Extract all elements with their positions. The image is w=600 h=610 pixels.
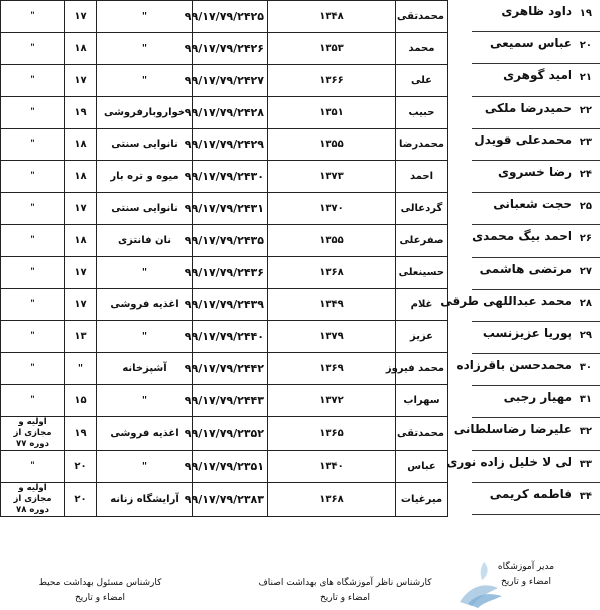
job-cell: " [97,1,193,33]
job-cell: نان فانتزی [97,225,193,257]
name-row [458,97,600,129]
full-name: پوریا عزیزنسب [482,325,572,340]
row-number: ۳۰ [579,362,592,374]
full-name: لی لا خلیل زاده نوری [446,454,572,469]
job-cell: " [97,33,193,65]
license-number-cell: ۹۹/۱۷/۷۹/۲۳۸۳ [193,483,268,517]
age-cell: ۱۷ [65,65,97,97]
name-row [458,129,600,161]
row-number: ۲۰ [579,40,592,52]
name-row [458,386,600,418]
name-row [440,290,600,322]
note-cell: اولیه و مجازی از دوره ۷۸ [1,483,65,517]
note-cell: " [1,257,65,289]
note-cell: " [1,193,65,225]
note-cell: " [1,385,65,417]
row-number: ۲۴ [579,168,592,180]
full-name: علیرضا رضاسلطانی [453,422,572,437]
license-number-cell: ۹۹/۱۷/۷۹/۲۴۴۰ [193,321,268,353]
age-cell: " [65,353,97,385]
table-row [1,225,506,257]
note-cell: " [1,225,65,257]
name-row [458,161,600,193]
note-cell: " [1,33,65,65]
row-number: ۲۶ [579,233,592,245]
father-cell: محمدتقی [396,417,448,451]
full-name: محمدحسن باقرزاده [456,358,572,373]
license-number-cell: ۹۹/۱۷/۷۹/۲۴۳۵ [193,225,268,257]
name-row [458,322,600,354]
table-row [1,385,506,417]
table-row [1,289,506,321]
job-cell: نانوایی سنتی [97,129,193,161]
row-number: ۲۳ [579,136,592,148]
name-row [458,354,600,386]
manager-signature [476,560,576,590]
note-cell: " [1,161,65,193]
father-cell: عزیز [396,321,448,353]
env-health-signature [20,576,180,606]
birth-year-cell: ۱۳۶۸ [268,483,396,517]
name-row [458,483,600,515]
env-health-sign-label: امضاء و تاریخ [74,593,126,603]
full-name: مهیار رجبی [503,390,572,405]
age-cell: ۱۳ [65,321,97,353]
note-cell: " [1,65,65,97]
license-number-cell: ۹۹/۱۷/۷۹/۲۳۵۱ [193,451,268,483]
note-cell: " [1,451,65,483]
father-cell: حسینعلی [396,257,448,289]
name-row [458,0,600,32]
row-number: ۲۹ [579,329,592,341]
row-number: ۲۱ [579,72,592,84]
row-number: ۲۲ [579,104,592,116]
father-cell: علی [396,65,448,97]
birth-year-cell: ۱۳۷۳ [268,161,396,193]
full-name: داود ظاهری [501,4,572,18]
supervisor-signature [240,576,450,606]
row-number: ۲۵ [579,201,592,213]
birth-year-cell: ۱۳۶۸ [268,257,396,289]
job-cell: اغذیه فروشی [97,417,193,451]
name-row [458,64,600,96]
license-number-cell: ۹۹/۱۷/۷۹/۲۴۴۲ [193,353,268,385]
age-cell: ۱۷ [65,257,97,289]
table-row [1,483,506,517]
note-cell: " [1,97,65,129]
job-cell: " [97,321,193,353]
license-number-cell: ۹۹/۱۷/۷۹/۲۴۲۵ [193,1,268,33]
full-name: حمیدرضا ملکی [484,100,572,115]
father-cell: سهراب [396,385,448,417]
father-cell: گردعالی [396,193,448,225]
job-cell: نانوایی سنتی [97,193,193,225]
table-row [1,321,506,353]
age-cell: ۱۸ [65,129,97,161]
birth-year-cell: ۱۳۴۹ [268,289,396,321]
job-cell: آشپزخانه [97,353,193,385]
supervisor-sign-label: امضاء و تاریخ [319,593,371,603]
row-number: ۳۴ [579,490,592,502]
full-name: مرتضی هاشمی [479,261,572,276]
full-name: احمد بیگ محمدی [472,229,572,244]
age-cell: ۱۷ [65,1,97,33]
birth-year-cell: ۱۳۵۵ [268,225,396,257]
birth-year-cell: ۱۳۴۸ [268,1,396,33]
full-name: امید گوهری [503,68,572,83]
license-number-cell: ۹۹/۱۷/۷۹/۲۴۲۸ [193,97,268,129]
table-row [1,193,506,225]
father-cell: صفرعلی [396,225,448,257]
father-cell: محمدرضا [396,129,448,161]
license-number-cell: ۹۹/۱۷/۷۹/۲۴۳۰ [193,161,268,193]
job-cell: " [97,385,193,417]
full-name: حجت شعبانی [493,197,572,212]
job-cell: " [97,65,193,97]
birth-year-cell: ۱۳۵۳ [268,33,396,65]
age-cell: ۱۸ [65,225,97,257]
name-row [458,32,600,64]
table-row [1,33,506,65]
birth-year-cell: ۱۳۷۲ [268,385,396,417]
birth-year-cell: ۱۳۶۶ [268,65,396,97]
job-cell: " [97,451,193,483]
birth-year-cell: ۱۳۵۱ [268,97,396,129]
father-cell: محمد [396,33,448,65]
full-name: محمد عبداللهی طرقی [440,293,572,308]
age-cell: ۱۹ [65,97,97,129]
father-cell: حبیب [396,97,448,129]
birth-year-cell: ۱۳۷۹ [268,321,396,353]
job-cell: میوه و تره بار [97,161,193,193]
table-row [1,1,506,33]
job-cell: " [97,257,193,289]
name-row [458,258,600,290]
row-number: ۳۳ [579,458,592,470]
row-number: ۳۲ [579,426,592,438]
signature-footer [0,548,600,610]
row-divider [472,514,600,515]
age-cell: ۱۷ [65,193,97,225]
birth-year-cell: ۱۳۵۵ [268,129,396,161]
name-column [440,0,600,515]
table-row [1,129,506,161]
license-number-cell: ۹۹/۱۷/۷۹/۲۴۳۹ [193,289,268,321]
table-row [1,417,506,451]
manager-sign-label: امضاء و تاریخ [500,577,552,587]
row-number: ۲۷ [579,265,592,277]
job-cell: آرایشگاه زنانه [97,483,193,517]
note-cell: " [1,129,65,161]
name-row [453,418,600,450]
age-cell: ۲۰ [65,483,97,517]
birth-year-cell: ۱۳۴۰ [268,451,396,483]
job-cell: اغذیه فروشی [97,289,193,321]
supervisor-title: کارشناس ناظر آموزشگاه های بهداشت اصناف [258,578,432,588]
name-row [458,225,600,257]
age-cell: ۲۰ [65,451,97,483]
full-name: فاطمه کریمی [489,486,572,501]
note-cell: " [1,353,65,385]
note-cell: " [1,1,65,33]
row-number: ۲۸ [579,297,592,309]
env-health-title: کارشناس مسئول بهداشت محیط [38,578,162,588]
license-number-cell: ۹۹/۱۷/۷۹/۲۴۲۹ [193,129,268,161]
license-number-cell: ۹۹/۱۷/۷۹/۲۴۳۶ [193,257,268,289]
age-cell: ۱۸ [65,33,97,65]
father-cell: عباس [396,451,448,483]
row-number: ۳۱ [579,394,592,406]
manager-title: مدیر آموزشگاه [497,562,555,572]
full-name: رضا خسروی [498,164,572,179]
license-number-cell: ۹۹/۱۷/۷۹/۲۴۲۶ [193,33,268,65]
father-cell: غلام [396,289,448,321]
age-cell: ۱۵ [65,385,97,417]
birth-year-cell: ۱۳۷۰ [268,193,396,225]
father-cell: محمدتقی [396,1,448,33]
note-cell: " [1,289,65,321]
father-cell: میرغیات [396,483,448,517]
note-cell: اولیه و مجازی از دوره ۷۷ [1,417,65,451]
age-cell: ۱۸ [65,161,97,193]
table-row [1,257,506,289]
father-cell: محمد فیروز [396,353,448,385]
age-cell: ۱۹ [65,417,97,451]
job-cell: خواروبارفروشی [97,97,193,129]
license-number-cell: ۹۹/۱۷/۷۹/۲۴۴۳ [193,385,268,417]
name-row [458,193,600,225]
birth-year-cell: ۱۳۶۹ [268,353,396,385]
table-row [1,161,506,193]
row-number: ۱۹ [579,8,592,19]
age-cell: ۱۷ [65,289,97,321]
note-cell: " [1,321,65,353]
father-cell: احمد [396,161,448,193]
birth-year-cell: ۱۳۶۵ [268,417,396,451]
table-row [1,451,506,483]
table-row [1,65,506,97]
table-row [1,97,506,129]
full-name: عباس سمیعی [490,36,572,51]
license-number-cell: ۹۹/۱۷/۷۹/۲۳۵۲ [193,417,268,451]
license-number-cell: ۹۹/۱۷/۷۹/۲۴۳۱ [193,193,268,225]
license-number-cell: ۹۹/۱۷/۷۹/۲۴۲۷ [193,65,268,97]
full-name: محمدعلی قویدل [474,132,572,147]
table-row [1,353,506,385]
name-row [446,451,600,483]
